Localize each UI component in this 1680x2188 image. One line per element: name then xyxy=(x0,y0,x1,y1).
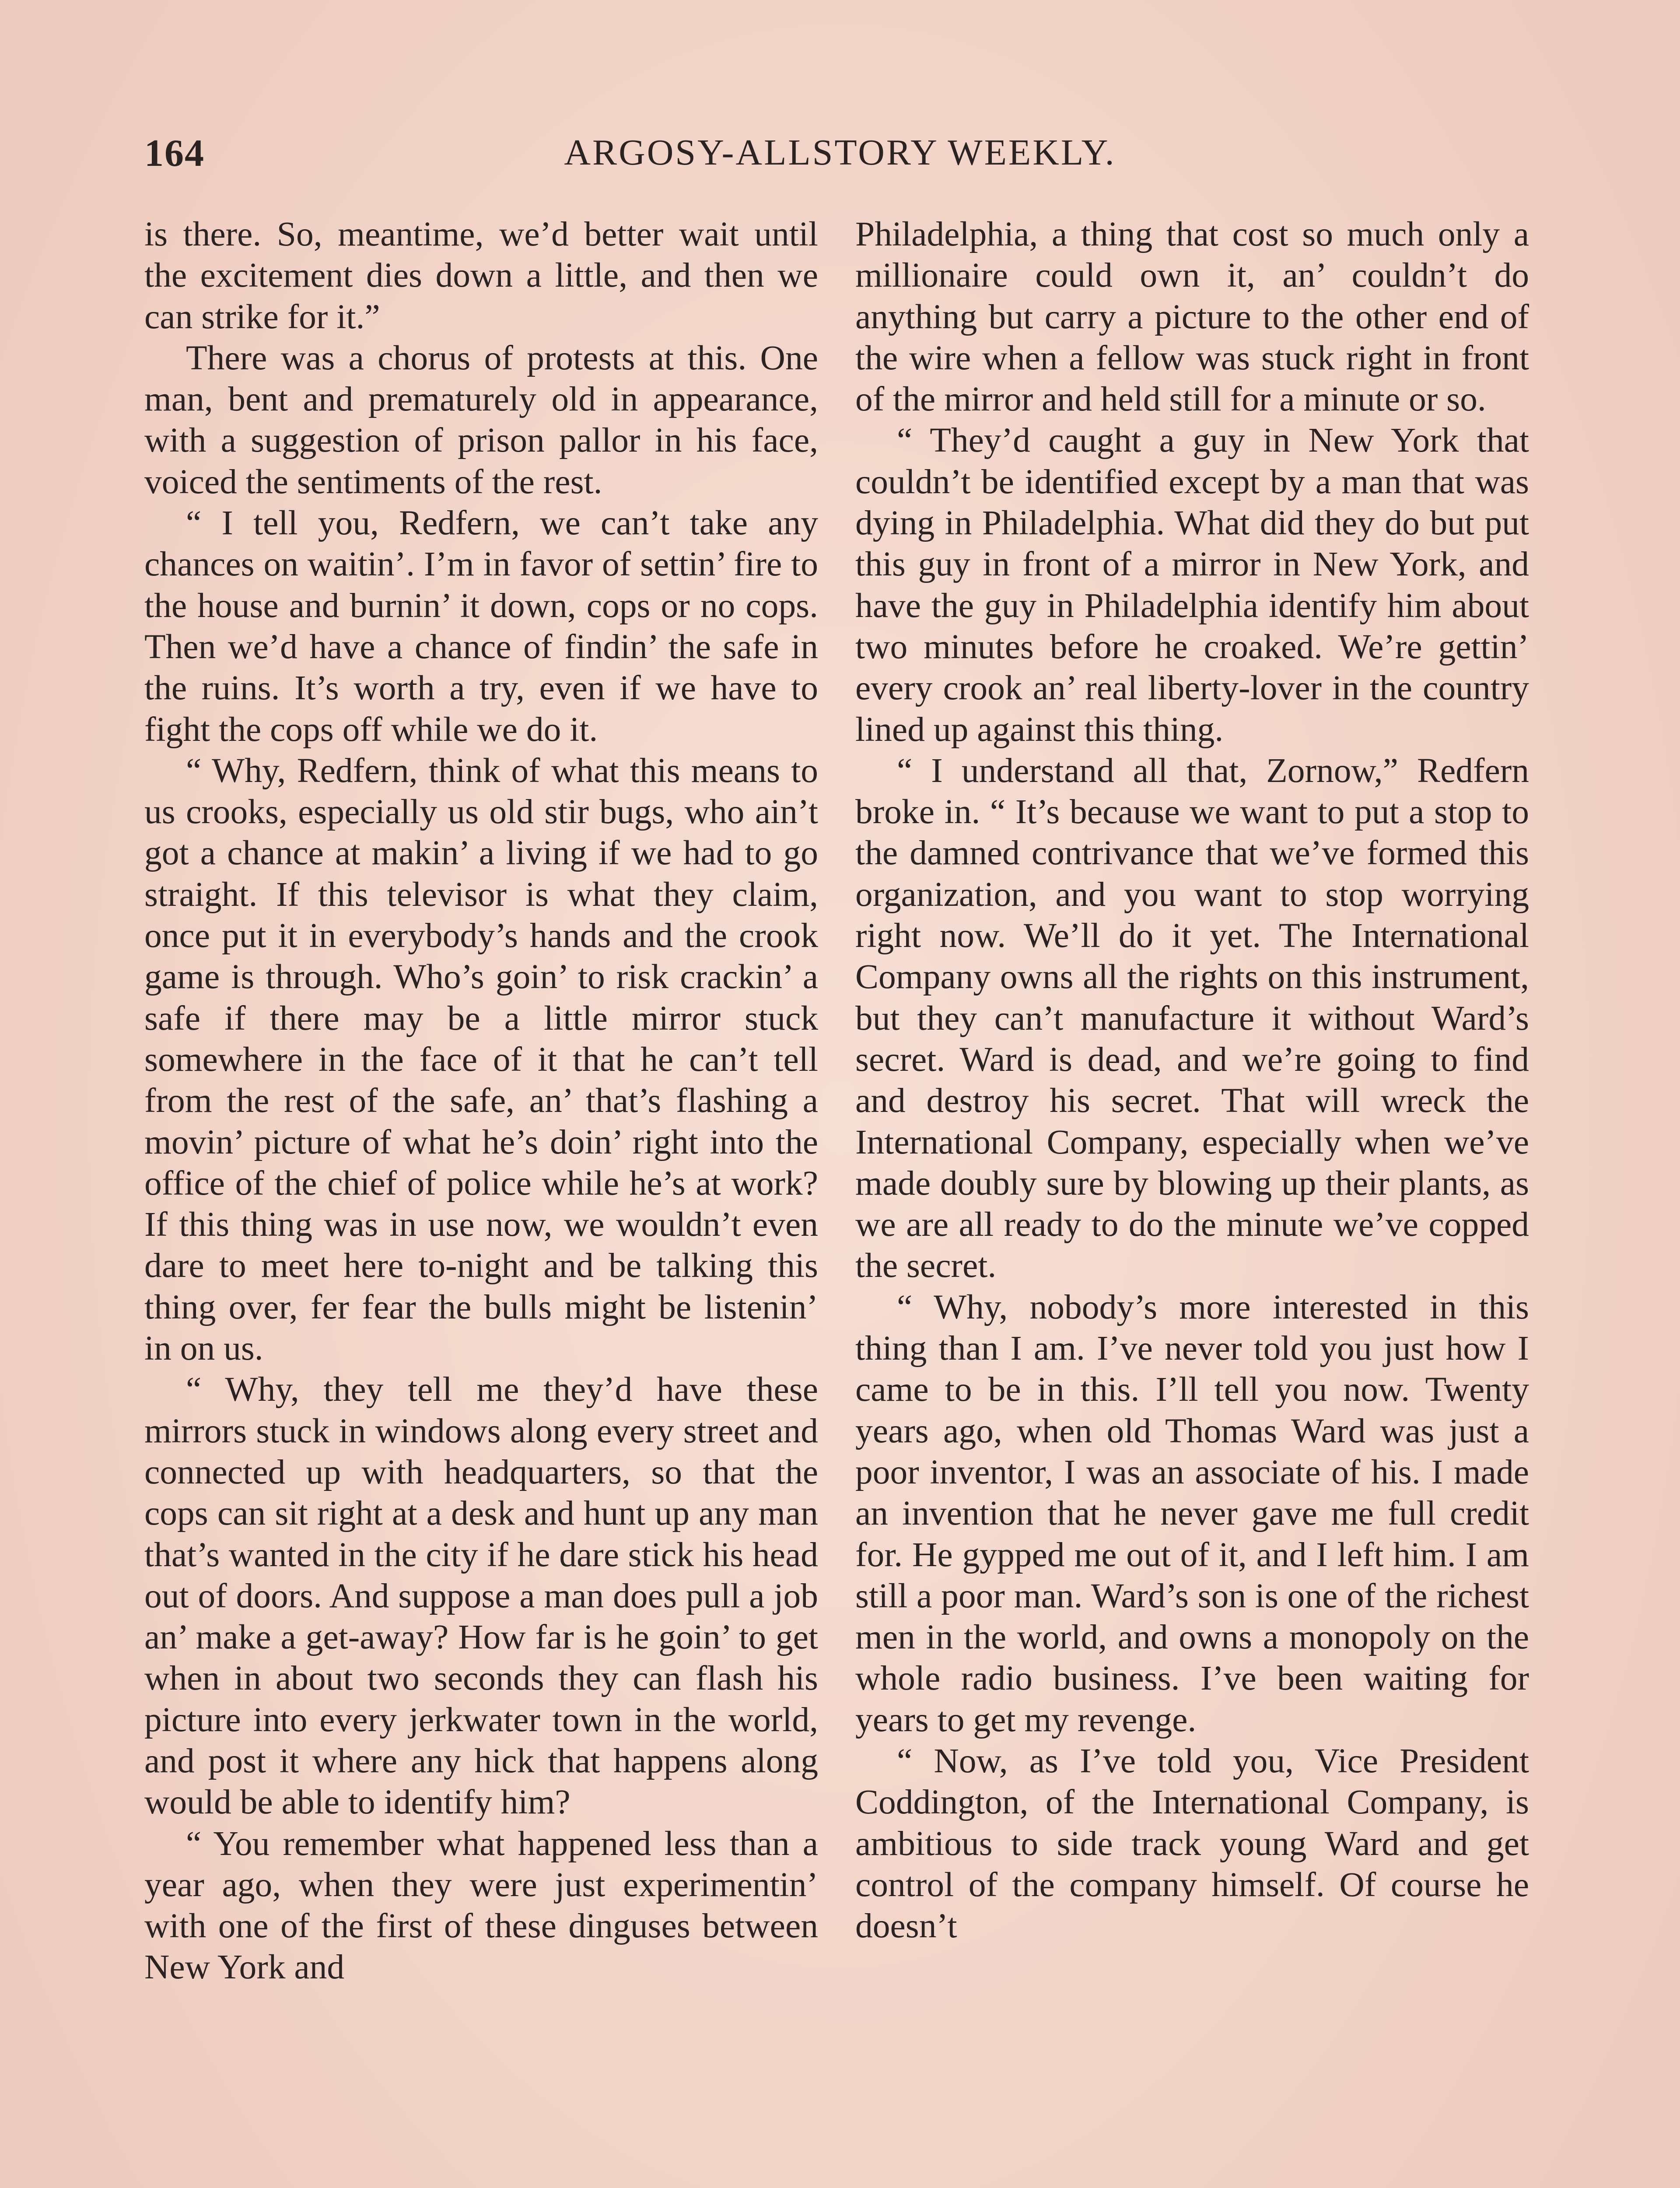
paragraph: “ They’d caught a guy in New York that couldn’t be identified except by a man that was dying in Philadelphia. What did they do but put this guy in front of a mirror in New York, and have the guy in Philadelphia identify him about two minutes before he croaked. We’re gettin’ every crook an’ real liberty-lover in the country lined up against this thing. xyxy=(855,421,1529,749)
paragraph: “ You remember what happened less than a year ago, when they were just experimentin’ with one of the first of these dinguses between New York and xyxy=(144,1824,818,1987)
paragraph: Philadelphia, a thing that cost so much only a millionaire could own it, an’ couldn’t do anything but carry a picture to the other end of the wire when a fellow was stuck right in front of the mirror and held still for a minute or so. xyxy=(855,215,1529,419)
page-number: 164 xyxy=(144,132,205,175)
paragraph: “ Why, they tell me they’d have these mirrors stuck in windows along every street and connected up with headquarters, so that the cops can sit right at a desk and hunt up any man that’s wanted in the city if he dare stick his head out of doors. And suppose a man does pull a job an’ make a get-away? How far is he goin’ to get when in about two seconds they can flash his picture into every jerkwater town in the world, and post it where any hick that happens along would be able to identify him? xyxy=(144,1370,818,1822)
paragraph: “ Why, Redfern, think of what this means to us crooks, especially us old stir bugs, who ain’t got a chance at makin’ a living if we had to go straight. If this televisor is what they claim, once put it in everybody’s hands and the crook game is through. Who’s goin’ to risk crackin’ a safe if there may be a little mirror stuck somewhere in the face of it that he can’t tell from the rest of the safe, an’ that’s flashing a movin’ picture of what he’s doin’ right into the office of the chief of police while he’s at work? If this thing was in use now, we wouldn’t even dare to meet here to-night and be talking this thing over, fer fear the bulls might be listenin’ in on us. xyxy=(144,751,818,1368)
paragraph: There was a chorus of protests at this. One man, bent and prematurely old in appearance, with a suggestion of prison pallor in his face, voiced the sentiments of the rest. xyxy=(144,338,818,501)
paragraph: “ I tell you, Redfern, we can’t take any chances on waitin’. I’m in favor of settin’ fire to the house and burnin’ it down, cops or no cops. Then we’d have a chance of findin’ the safe in the ruins. It’s worth a try, even if we have to fight the cops off while we do it. xyxy=(144,504,818,749)
running-title: ARGOSY-ALLSTORY WEEKLY. xyxy=(564,132,1116,173)
page-header xyxy=(144,131,1536,184)
paragraph: “ Now, as I’ve told you, Vice President Coddington, of the International Company, is ambitious to side track young Ward and get control of the company himself. Of course he doesn’t xyxy=(855,1741,1529,1946)
paragraph: “ I understand all that, Zornow,” Redfern broke in. “ It’s because we want to put a stop to the damned contrivance that we’ve formed this organization, and you want to stop worrying right now. We’ll do it yet. The International Company owns all the rights on this instrument, but they can’t manufacture it without Ward’s secret. Ward is dead, and we’re going to find and destroy his secret. That will wreck the International Company, especially when we’ve made doubly sure by blowing up their plants, as we are all ready to do the minute we’ve copped the secret. xyxy=(855,751,1529,1285)
left-column xyxy=(144,214,818,1988)
paragraph: “ Why, nobody’s more interested in this thing than I am. I’ve never told you just how I came to be in this. I’ll tell you now. Twenty years ago, when old Thomas Ward was just a poor inventor, I was an associate of his. I made an invention that he never gave me full credit for. He gypped me out of it, and I left him. I am still a poor man. Ward’s son is one of the richest men in the world, and owns a monopoly on the whole radio business. I’ve been waiting for years to get my revenge. xyxy=(855,1287,1529,1739)
right-column xyxy=(855,214,1529,1946)
paragraph: is there. So, meantime, we’d better wait until the excitement dies down a little, and then we can strike for it.” xyxy=(144,215,818,336)
